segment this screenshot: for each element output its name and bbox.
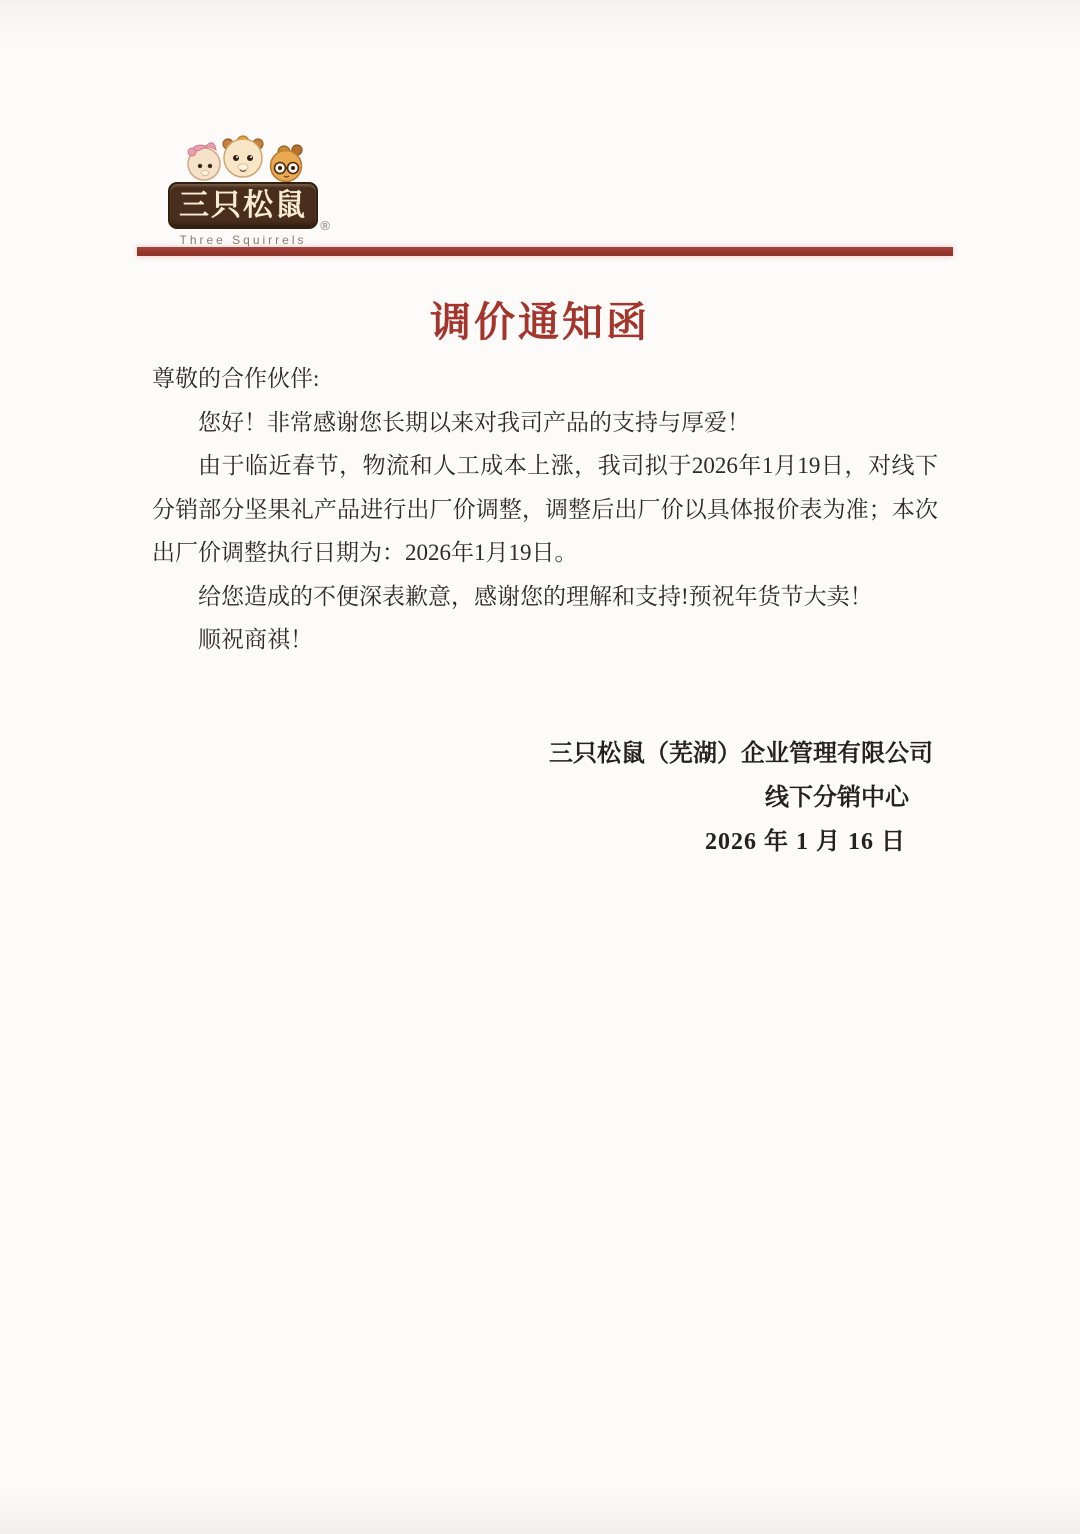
- document-title: 调价通知函: [430, 299, 650, 345]
- registered-trademark: ®: [320, 218, 332, 233]
- paragraph-greeting: 您好！非常感谢您长期以来对我司产品的支持与厚爱！: [198, 409, 750, 435]
- brand-name-cn: 三只松鼠: [179, 189, 307, 222]
- header-divider: [137, 247, 953, 256]
- brand-logo-plate: [168, 182, 332, 233]
- paragraph-adjustment-notice: 由于临近春节，物流和人工成本上涨，我司拟于2026年1月19日，对线下分销部分坚果礼产品进行出厂价调整，调整后出厂价以具体报价表为准；本次出厂价调整执行日期为：2026年1月19日。: [152, 453, 938, 565]
- signature-company: 三只松鼠（芜湖）企业管理有限公司: [549, 741, 933, 767]
- signature-date: 2026 年 1 月 16 日: [705, 829, 906, 855]
- signature-department: 线下分销中心: [765, 785, 909, 811]
- three-squirrels-logo: [168, 126, 332, 247]
- letter-body: [152, 357, 938, 662]
- squirrel-mascots-icon: [180, 126, 306, 186]
- brand-name-en: Three Squirrels: [179, 233, 307, 247]
- salutation: 尊敬的合作伙伴:: [152, 366, 320, 391]
- paragraph-apology: 给您造成的不便深表歉意，感谢您的理解和支持!预祝年货节大卖！: [198, 583, 873, 609]
- paragraph-closing: 顺祝商祺！: [198, 627, 313, 652]
- signature-block: [549, 732, 933, 864]
